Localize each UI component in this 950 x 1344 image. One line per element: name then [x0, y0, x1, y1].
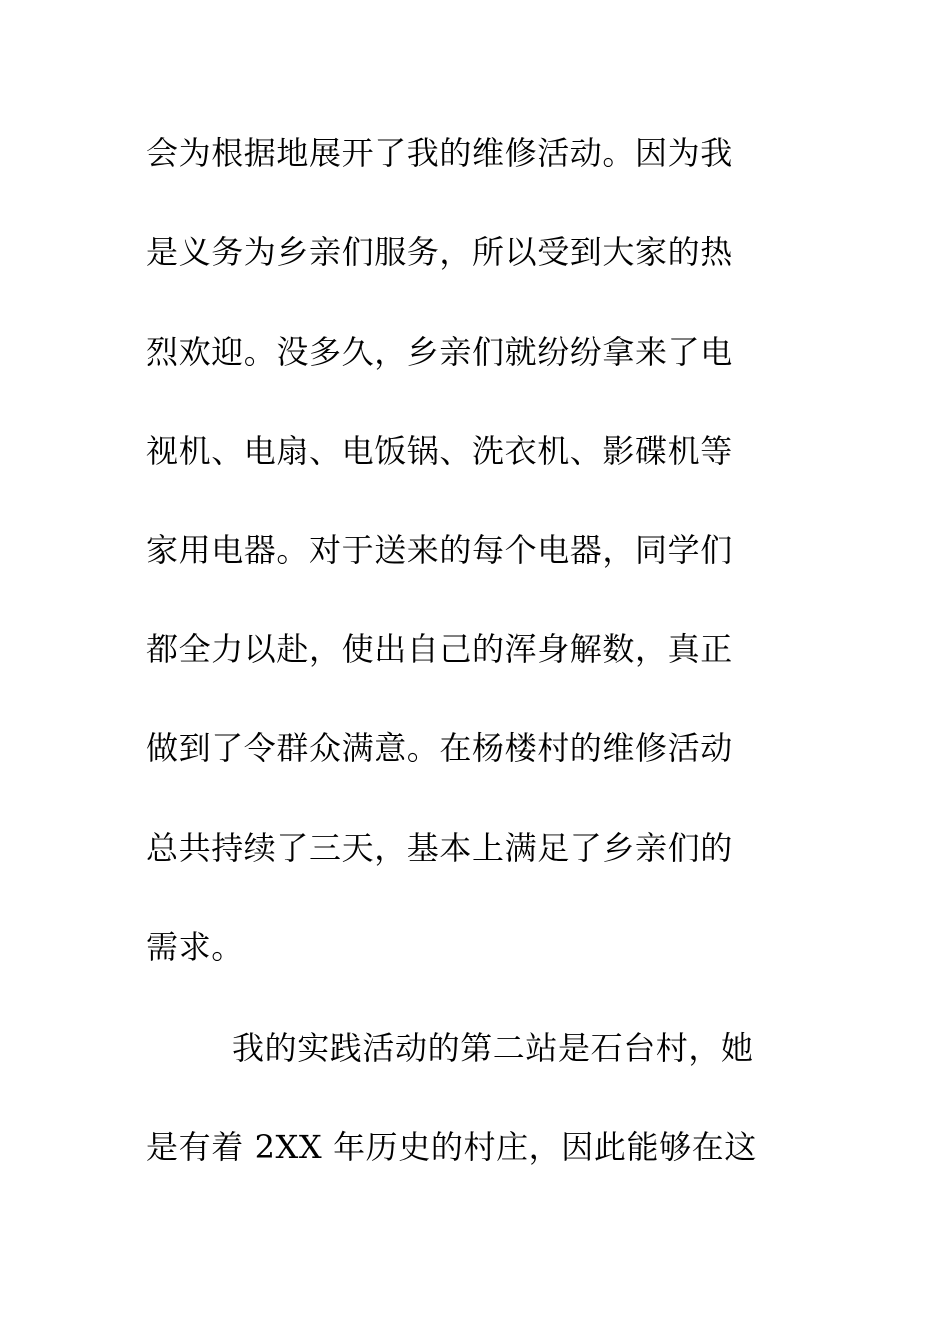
text-line: 总共持续了三天，基本上满足了乡亲们的 [146, 829, 733, 867]
text-line: 做到了令群众满意。在杨楼村的维修活动 [146, 729, 733, 767]
text-line: 都全力以赴，使出自己的浑身解数，真正 [146, 630, 733, 668]
text-line: 是有着 2XX 年历史的村庄，因此能够在这 [146, 1128, 757, 1166]
paragraph-first-line: 我的实践活动的第二站是石台村，她 [232, 1029, 754, 1067]
text-line: 视机、电扇、电饭锅、洗衣机、影碟机等 [146, 432, 733, 470]
text-line: 是义务为乡亲们服务，所以受到大家的热 [146, 233, 733, 271]
text-line: 会为根据地展开了我的维修活动。因为我 [146, 134, 733, 172]
text-line: 家用电器。对于送来的每个电器，同学们 [146, 531, 733, 569]
text-line: 烈欢迎。没多久，乡亲们就纷纷拿来了电 [146, 333, 733, 371]
text-line: 需求。 [146, 928, 244, 966]
